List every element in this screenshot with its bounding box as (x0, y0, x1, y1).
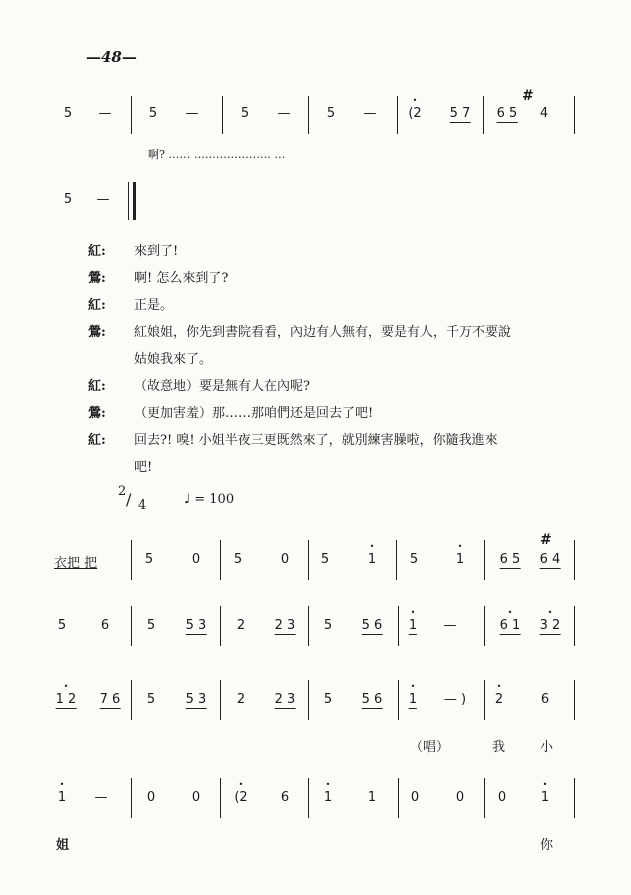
barline (222, 96, 223, 134)
note: 2 (236, 692, 246, 707)
note: • 1 (541, 790, 549, 805)
note-dash: — ) (443, 692, 467, 707)
note: 5 (63, 192, 73, 207)
dialogue-block (88, 238, 598, 481)
rest: 0 (497, 790, 507, 805)
staff-system-2 (0, 182, 631, 222)
rest: 0 (455, 790, 465, 805)
barline (308, 540, 309, 580)
note: 4 (539, 106, 549, 121)
note-group: 7 6 (99, 692, 121, 707)
note: 5 (323, 692, 333, 707)
barline (396, 540, 397, 580)
lyric-word: 小 (540, 740, 554, 755)
note: 5 (233, 552, 243, 567)
note-group: 5 6 (361, 692, 383, 707)
barline (398, 680, 399, 720)
lyric-lead: 衣把 把 (54, 556, 98, 571)
note: 5 (326, 106, 336, 121)
lyric-sing-marker: （唱） (410, 740, 450, 755)
barline (574, 680, 575, 720)
note: 5 (144, 552, 154, 567)
barline (131, 778, 132, 818)
note-group: 5 7 (449, 106, 471, 121)
note: • 1 (324, 790, 332, 805)
tempo-marking: ♩ = 100 (184, 492, 235, 507)
sharp-sign: # (522, 88, 534, 104)
barline (308, 680, 309, 720)
lyric-word: 你 (540, 838, 554, 853)
note: • (2 (234, 790, 247, 805)
note: • 2 (495, 692, 503, 707)
note: 6 (100, 618, 110, 633)
note: • 1 (409, 618, 417, 635)
barline (220, 606, 221, 646)
barline (131, 606, 132, 646)
note: 6 (540, 692, 550, 707)
note: 5 (240, 106, 250, 121)
rest: 0 (191, 552, 201, 567)
note: • 1 (58, 790, 66, 805)
note: 5 (63, 106, 73, 121)
barline (398, 778, 399, 818)
note-group: • 3 2 (540, 618, 561, 635)
barline (484, 606, 485, 646)
dialogue-line: 紅: 來到了! (88, 244, 179, 259)
dialogue-line: 紅: 回去?! 嗅! 小姐半夜三更既然來了，就別練害臊啦，你隨我進來 (88, 433, 498, 448)
barline (308, 96, 309, 134)
note: 6 (280, 790, 290, 805)
note: 5 (148, 106, 158, 121)
note-group: 2 3 (274, 618, 296, 633)
note-group: 6 5 (499, 552, 521, 567)
staff-system-3 (0, 532, 631, 580)
note-dash: — (98, 106, 112, 121)
score-page: —48— 5 — 5 — 5 — 5 — • (2 5 7 6 5 # 4 啊? …… ………………… … 5 — 紅: 來到了! 鶯: 啊! 怎么來到了? 紅: 正是。 鶯: 紅娘姐，你先到書院看看，內边有人無有，要是有人，千万不要說 姑娘我來了。 紅: （故意地）要是無有人在內呢? 鶯: （更加害羞）那……那咱們还是回去了吧! 紅: 回去?! 嗅! 小姐半夜三更既然來了，就別練害臊啦，你隨我進來 吧! 2 / 4 ♩ = 100 衣把 把 5 0 5 0 5 • 1 5 • 1 6 5 # 6 4 5 6 5 5 3 2 2 3 5 5 6 • 1 — • 6 1 • 3 2 • 1 2 7 6 5 5 3 2 2 3 5 5 6 • 1 — ) • 2 6 （唱） 我 小 • 1 — 0 0 • (2 6 • 1 1 0 0 0 • 1 姐 你 (0, 0, 631, 895)
page-number: —48— (86, 48, 137, 66)
note: 5 (323, 618, 333, 633)
end-barline (133, 182, 136, 220)
dialogue-line: 鶯: 啊! 怎么來到了? (88, 271, 229, 286)
note: • (2 (408, 106, 421, 121)
staff-system-5 (0, 680, 631, 720)
note-group: 5 3 (185, 692, 207, 707)
note: 2 (236, 618, 246, 633)
barline (398, 606, 399, 646)
barline (220, 778, 221, 818)
barline (574, 606, 575, 646)
note: 5 (57, 618, 67, 633)
note: 1 (367, 790, 377, 805)
dialogue-line: 紅: （故意地）要是無有人在內呢? (88, 379, 310, 394)
barline (220, 680, 221, 720)
note-dash: — (94, 790, 108, 805)
dialogue-line: 姑娘我來了。 (134, 352, 213, 367)
barline (484, 778, 485, 818)
dialogue-line: 紅: 正是。 (88, 298, 174, 313)
barline (483, 96, 484, 134)
note-group: 5 3 (185, 618, 207, 633)
note-dash: — (185, 106, 199, 121)
rest: 0 (280, 552, 290, 567)
note-group: 6 5 (496, 106, 518, 121)
rest: 0 (146, 790, 156, 805)
dialogue-line: 鶯: 紅娘姐，你先到書院看看，內边有人無有，要是有人，千万不要說 (88, 325, 512, 340)
note-dash: — (277, 106, 291, 121)
barline (397, 96, 398, 134)
note-group: • 6 1 (500, 618, 521, 635)
barline (131, 540, 132, 580)
note-group: 5 6 (361, 618, 383, 633)
dialogue-line: 吧! (134, 460, 153, 475)
note: • 1 (409, 692, 417, 709)
note: 5 (146, 692, 156, 707)
lyric-word: 我 (492, 740, 506, 755)
note: 5 (146, 618, 156, 633)
note-group: 2 3 (274, 692, 296, 707)
barline (574, 540, 575, 580)
note: 5 (320, 552, 330, 567)
barline (131, 96, 132, 134)
barline (308, 778, 309, 818)
dialogue-line: 鶯: （更加害羞）那……那咱們还是回去了吧! (88, 406, 374, 421)
note-dash: — (363, 106, 377, 121)
rest: 0 (191, 790, 201, 805)
note-dash: — (443, 618, 457, 633)
note-group: 6 4 (539, 552, 561, 567)
sharp-sign: # (540, 532, 552, 548)
note-dash: — (96, 192, 110, 207)
note: • 1 (368, 552, 376, 567)
lyric-line: 啊? …… ………………… … (148, 148, 286, 161)
staff-system-6 (0, 778, 631, 818)
barline (128, 182, 129, 220)
barline (484, 680, 485, 720)
barline (131, 680, 132, 720)
note: • 1 (456, 552, 464, 567)
lyric-word: 姐 (56, 838, 70, 853)
note: 5 (409, 552, 419, 567)
staff-system-4 (0, 606, 631, 646)
barline (220, 540, 221, 580)
note-group: • 1 2 (56, 692, 77, 709)
barline (308, 606, 309, 646)
barline (574, 778, 575, 818)
barline (574, 96, 575, 134)
rest: 0 (410, 790, 420, 805)
staff-system-1 (0, 88, 631, 136)
barline (484, 540, 485, 580)
